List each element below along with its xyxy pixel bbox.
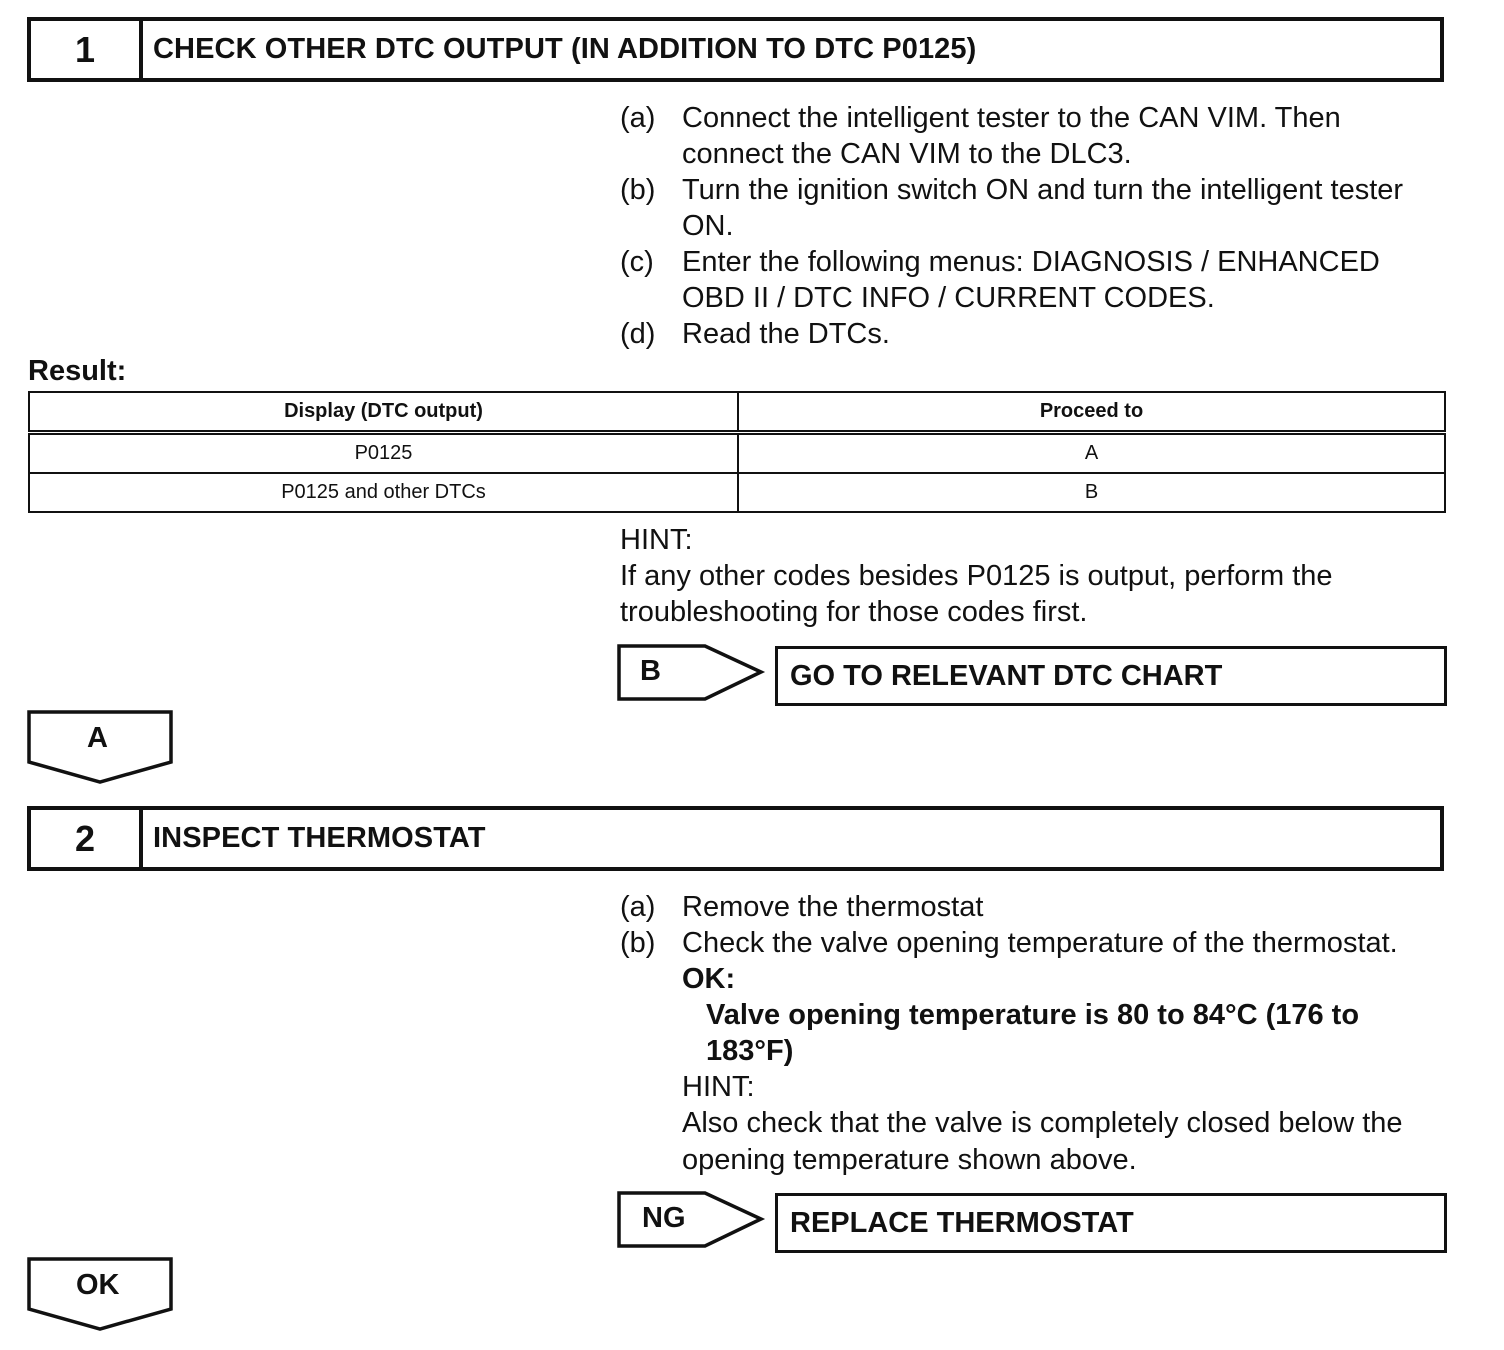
go-to-relevant-dtc-chart-box: GO TO RELEVANT DTC CHART xyxy=(775,646,1447,706)
step-text: Turn the ignition switch ON and turn the intelligent tester xyxy=(682,174,1404,206)
step-title: CHECK OTHER DTC OUTPUT (IN ADDITION TO DTC P0125) xyxy=(153,33,977,65)
step-text: OBD II / DTC INFO / CURRENT CODES. xyxy=(682,282,1215,314)
step-text: Enter the following menus: DIAGNOSIS / ENHANCED xyxy=(682,246,1380,278)
step-number: 2 xyxy=(31,810,143,867)
step-label: (c) xyxy=(620,246,654,278)
step-label: (a) xyxy=(620,102,656,134)
table-header: Proceed to xyxy=(738,392,1445,433)
table-cell: B xyxy=(738,473,1445,512)
step-text: Connect the intelligent tester to the CAN VIM. Then xyxy=(682,102,1341,134)
branch-tag-ng: NG xyxy=(642,1202,686,1234)
step-text: Check the valve opening temperature of the thermostat. xyxy=(682,927,1398,959)
branch-arrow-icon xyxy=(617,1191,767,1251)
step-text: ON. xyxy=(682,210,734,242)
step-label: (a) xyxy=(620,891,656,923)
hint-title: HINT: xyxy=(682,1071,755,1103)
spec-text: 183°F) xyxy=(706,1035,794,1067)
ok-label: OK: xyxy=(682,963,736,995)
step-text: Read the DTCs. xyxy=(682,318,890,350)
next-tag-ok: OK xyxy=(76,1269,120,1301)
hint-text: If any other codes besides P0125 is output, perform the xyxy=(620,560,1333,592)
table-cell: P0125 and other DTCs xyxy=(29,473,738,512)
table-header: Display (DTC output) xyxy=(29,392,738,433)
table-row xyxy=(29,433,1445,474)
table-cell: P0125 xyxy=(29,433,738,474)
step-2-header xyxy=(27,806,1444,871)
table-cell: A xyxy=(738,433,1445,474)
step-number: 1 xyxy=(31,21,143,78)
table-row xyxy=(29,473,1445,512)
hint-text: troubleshooting for those codes first. xyxy=(620,596,1088,628)
branch-tag-b: B xyxy=(640,655,661,687)
result-heading: Result: xyxy=(28,355,127,387)
step-title: INSPECT THERMOSTAT xyxy=(153,822,486,854)
step-label: (b) xyxy=(620,174,656,206)
result-table xyxy=(28,391,1446,513)
hint-text: Also check that the valve is completely closed below the xyxy=(682,1107,1403,1139)
step-text: Remove the thermostat xyxy=(682,891,984,923)
replace-thermostat-box: REPLACE THERMOSTAT xyxy=(775,1193,1447,1253)
step-label: (d) xyxy=(620,318,656,350)
hint-text: opening temperature shown above. xyxy=(682,1144,1137,1176)
hint-title: HINT: xyxy=(620,524,693,556)
step-label: (b) xyxy=(620,927,656,959)
spec-text: Valve opening temperature is 80 to 84°C (176 to xyxy=(706,999,1360,1031)
step-1-header xyxy=(27,17,1444,82)
next-tag-a: A xyxy=(87,722,108,754)
step-text: connect the CAN VIM to the DLC3. xyxy=(682,138,1132,170)
